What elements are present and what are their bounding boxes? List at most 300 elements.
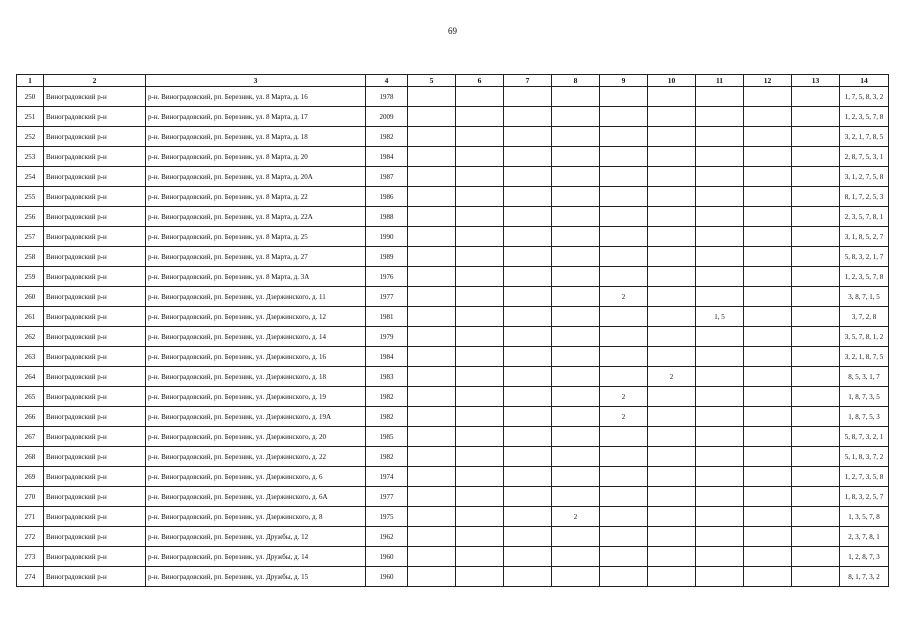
row-number: 266: [17, 407, 44, 427]
table-row: [17, 307, 889, 327]
col14-cell: [840, 567, 889, 587]
col13-cell: [792, 407, 840, 427]
col10-cell: [648, 487, 696, 507]
year-cell: 1979: [366, 327, 408, 347]
district-cell: Виноградовский р-н: [44, 307, 146, 327]
col10-cell: [648, 267, 696, 287]
col11-cell: [696, 267, 744, 287]
col12-cell: [744, 427, 792, 447]
col10-cell: [648, 207, 696, 227]
col9-cell: [600, 147, 648, 167]
col9-cell: [600, 427, 648, 447]
table-row: [17, 267, 889, 287]
year-cell: 1975: [366, 507, 408, 527]
col10-cell: 2: [648, 367, 696, 387]
col10-cell: [648, 327, 696, 347]
col9-cell: [600, 107, 648, 127]
col14-value: 3, 1, 8, 5, 2, 7: [844, 232, 884, 241]
address-cell: р-н. Виноградовский, рп. Березник, ул. 8 Марта, д. 27: [146, 247, 366, 267]
year-cell: 1982: [366, 387, 408, 407]
year-cell: 1976: [366, 267, 408, 287]
district-cell: Виноградовский р-н: [44, 427, 146, 447]
district-cell: Виноградовский р-н: [44, 487, 146, 507]
row-number: 251: [17, 107, 44, 127]
col11-cell: [696, 347, 744, 367]
col10-cell: [648, 467, 696, 487]
col14-cell: [840, 207, 889, 227]
column-header-2: 2: [44, 75, 146, 87]
district-cell: Виноградовский р-н: [44, 167, 146, 187]
col14-value: 5, 1, 8, 3, 7, 2: [844, 452, 884, 461]
year-cell: 1977: [366, 287, 408, 307]
year-cell: 1983: [366, 367, 408, 387]
col9-cell: [600, 167, 648, 187]
year-cell: 1962: [366, 527, 408, 547]
table-row: [17, 447, 889, 467]
col8-cell: [552, 367, 600, 387]
address-cell: р-н. Виноградовский, рп. Березник, ул. Дзержинского, д. 20: [146, 427, 366, 447]
col6-cell: [456, 87, 504, 107]
col11-cell: [696, 127, 744, 147]
col12-cell: [744, 567, 792, 587]
year-cell: 1982: [366, 447, 408, 467]
col14-value: 5, 8, 3, 2, 1, 7: [844, 252, 884, 261]
col14-cell: [840, 387, 889, 407]
col14-value: 8, 1, 7, 3, 2: [848, 572, 880, 581]
col7-cell: [504, 147, 552, 167]
col14-value: 1, 8, 3, 2, 5, 7: [844, 492, 884, 501]
col11-cell: [696, 567, 744, 587]
table-row: [17, 407, 889, 427]
col7-cell: [504, 327, 552, 347]
year-cell: 1978: [366, 87, 408, 107]
col6-cell: [456, 567, 504, 587]
col11-cell: [696, 87, 744, 107]
year-cell: 1960: [366, 567, 408, 587]
col5-cell: [408, 187, 456, 207]
col14-value: 1, 8, 7, 5, 3: [848, 412, 880, 421]
address-cell: р-н. Виноградовский, рп. Березник, ул. 8 Марта, д. 17: [146, 107, 366, 127]
year-cell: 1974: [366, 467, 408, 487]
col14-value: 1, 7, 5, 8, 3, 2: [844, 92, 884, 101]
year-cell: 1984: [366, 147, 408, 167]
col11-cell: [696, 487, 744, 507]
col7-cell: [504, 407, 552, 427]
row-number: 267: [17, 427, 44, 447]
col7-cell: [504, 467, 552, 487]
col13-cell: [792, 487, 840, 507]
year-cell: 1988: [366, 207, 408, 227]
col9-cell: [600, 127, 648, 147]
col5-cell: [408, 467, 456, 487]
column-header-9: 9: [600, 75, 648, 87]
col7-cell: [504, 267, 552, 287]
district-cell: Виноградовский р-н: [44, 267, 146, 287]
table-row: [17, 367, 889, 387]
district-cell: Виноградовский р-н: [44, 527, 146, 547]
col10-cell: [648, 147, 696, 167]
column-header-13: 13: [792, 75, 840, 87]
row-number: 259: [17, 267, 44, 287]
row-number: 274: [17, 567, 44, 587]
col7-cell: [504, 207, 552, 227]
col6-cell: [456, 547, 504, 567]
district-cell: Виноградовский р-н: [44, 247, 146, 267]
col14-value: 1, 8, 7, 3, 5: [848, 392, 880, 401]
col12-cell: [744, 527, 792, 547]
col8-cell: [552, 227, 600, 247]
address-cell: р-н. Виноградовский, рп. Березник, ул. Дзержинского, д. 19: [146, 387, 366, 407]
col9-cell: [600, 567, 648, 587]
district-cell: Виноградовский р-н: [44, 467, 146, 487]
col9-cell: [600, 347, 648, 367]
col14-cell: [840, 447, 889, 467]
address-cell: р-н. Виноградовский, рп. Березник, ул. Дзержинского, д. 22: [146, 447, 366, 467]
year-cell: 1982: [366, 127, 408, 147]
col11-cell: [696, 247, 744, 267]
column-header-14: 14: [840, 75, 889, 87]
district-cell: Виноградовский р-н: [44, 567, 146, 587]
col11-cell: [696, 167, 744, 187]
col8-cell: [552, 427, 600, 447]
row-number: 264: [17, 367, 44, 387]
col14-cell: [840, 87, 889, 107]
row-number: 270: [17, 487, 44, 507]
col8-cell: [552, 287, 600, 307]
col11-cell: [696, 427, 744, 447]
col8-cell: [552, 127, 600, 147]
col6-cell: [456, 207, 504, 227]
col6-cell: [456, 527, 504, 547]
col14-cell: [840, 227, 889, 247]
district-cell: Виноградовский р-н: [44, 287, 146, 307]
table-row: [17, 507, 889, 527]
column-header-8: 8: [552, 75, 600, 87]
col12-cell: [744, 127, 792, 147]
col6-cell: [456, 167, 504, 187]
address-cell: р-н. Виноградовский, рп. Березник, ул. Дружбы, д. 12: [146, 527, 366, 547]
row-number: 261: [17, 307, 44, 327]
table-row: [17, 107, 889, 127]
col6-cell: [456, 127, 504, 147]
col14-value: 8, 1, 7, 2, 5, 3: [844, 192, 884, 201]
district-cell: Виноградовский р-н: [44, 367, 146, 387]
district-cell: Виноградовский р-н: [44, 87, 146, 107]
col7-cell: [504, 227, 552, 247]
address-cell: р-н. Виноградовский, рп. Березник, ул. Дзержинского, д. 6: [146, 467, 366, 487]
table-row: [17, 127, 889, 147]
col10-cell: [648, 447, 696, 467]
col13-cell: [792, 247, 840, 267]
col11-cell: [696, 367, 744, 387]
table-row: [17, 167, 889, 187]
col11-cell: [696, 187, 744, 207]
col11-cell: 1, 5: [696, 307, 744, 327]
col5-cell: [408, 507, 456, 527]
col5-cell: [408, 427, 456, 447]
table-row: [17, 467, 889, 487]
col8-cell: [552, 407, 600, 427]
col14-cell: [840, 187, 889, 207]
col9-cell: 2: [600, 407, 648, 427]
district-cell: Виноградовский р-н: [44, 127, 146, 147]
col13-cell: [792, 527, 840, 547]
col6-cell: [456, 107, 504, 127]
table-body: [17, 87, 889, 587]
col9-cell: [600, 327, 648, 347]
year-cell: 1982: [366, 407, 408, 427]
year-cell: 1986: [366, 187, 408, 207]
col14-cell: [840, 107, 889, 127]
col7-cell: [504, 287, 552, 307]
col7-cell: [504, 107, 552, 127]
address-cell: р-н. Виноградовский, рп. Березник, ул. 8 Марта, д. 22А: [146, 207, 366, 227]
col6-cell: [456, 187, 504, 207]
table-row: [17, 567, 889, 587]
col13-cell: [792, 547, 840, 567]
col8-cell: [552, 247, 600, 267]
col12-cell: [744, 487, 792, 507]
col8-cell: [552, 347, 600, 367]
col8-cell: [552, 447, 600, 467]
col12-cell: [744, 267, 792, 287]
col14-value: 2, 3, 7, 8, 1: [848, 532, 880, 541]
address-cell: р-н. Виноградовский, рп. Березник, ул. 8 Марта, д. 16: [146, 87, 366, 107]
col14-cell: [840, 127, 889, 147]
column-header-10: 10: [648, 75, 696, 87]
col10-cell: [648, 567, 696, 587]
col10-cell: [648, 167, 696, 187]
table-row: [17, 187, 889, 207]
col5-cell: [408, 447, 456, 467]
col8-cell: [552, 107, 600, 127]
col6-cell: [456, 267, 504, 287]
col5-cell: [408, 147, 456, 167]
col10-cell: [648, 547, 696, 567]
year-cell: 1984: [366, 347, 408, 367]
col13-cell: [792, 187, 840, 207]
table-row: [17, 347, 889, 367]
col7-cell: [504, 367, 552, 387]
district-cell: Виноградовский р-н: [44, 207, 146, 227]
row-number: 256: [17, 207, 44, 227]
col13-cell: [792, 227, 840, 247]
col9-cell: [600, 247, 648, 267]
address-cell: р-н. Виноградовский, рп. Березник, ул. 8 Марта, д. 20: [146, 147, 366, 167]
table-row: [17, 287, 889, 307]
col12-cell: [744, 107, 792, 127]
address-cell: р-н. Виноградовский, рп. Березник, ул. Дружбы, д. 15: [146, 567, 366, 587]
address-cell: р-н. Виноградовский, рп. Березник, ул. 8 Марта, д. 20А: [146, 167, 366, 187]
col14-value: 3, 8, 7, 1, 5: [848, 292, 880, 301]
col7-cell: [504, 187, 552, 207]
col9-cell: [600, 447, 648, 467]
col14-value: 8, 5, 3, 1, 7: [848, 372, 880, 381]
col12-cell: [744, 147, 792, 167]
col5-cell: [408, 387, 456, 407]
col13-cell: [792, 287, 840, 307]
col10-cell: [648, 347, 696, 367]
col12-cell: [744, 387, 792, 407]
col11-cell: [696, 407, 744, 427]
col13-cell: [792, 367, 840, 387]
col7-cell: [504, 127, 552, 147]
col14-value: 2, 8, 7, 5, 3, 1: [844, 152, 884, 161]
col12-cell: [744, 207, 792, 227]
col9-cell: 2: [600, 287, 648, 307]
col5-cell: [408, 327, 456, 347]
row-number: 263: [17, 347, 44, 367]
row-number: 252: [17, 127, 44, 147]
col8-cell: [552, 327, 600, 347]
col8-cell: [552, 267, 600, 287]
district-cell: Виноградовский р-н: [44, 327, 146, 347]
district-cell: Виноградовский р-н: [44, 187, 146, 207]
address-cell: р-н. Виноградовский, рп. Березник, ул. Дзержинского, д. 18: [146, 367, 366, 387]
col9-cell: [600, 547, 648, 567]
address-cell: р-н. Виноградовский, рп. Березник, ул. Дзержинского, д. 6А: [146, 487, 366, 507]
col14-cell: [840, 287, 889, 307]
col8-cell: [552, 87, 600, 107]
col9-cell: [600, 227, 648, 247]
col14-cell: [840, 167, 889, 187]
col12-cell: [744, 367, 792, 387]
table-row: [17, 487, 889, 507]
col6-cell: [456, 487, 504, 507]
col10-cell: [648, 227, 696, 247]
col12-cell: [744, 247, 792, 267]
col6-cell: [456, 227, 504, 247]
col6-cell: [456, 507, 504, 527]
col14-value: 3, 2, 1, 7, 8, 5: [844, 132, 884, 141]
col8-cell: [552, 387, 600, 407]
col13-cell: [792, 167, 840, 187]
table-row: [17, 227, 889, 247]
row-number: 265: [17, 387, 44, 407]
address-cell: р-н. Виноградовский, рп. Березник, ул. 8 Марта, д. 3А: [146, 267, 366, 287]
col8-cell: [552, 147, 600, 167]
col6-cell: [456, 367, 504, 387]
col7-cell: [504, 427, 552, 447]
column-header-3: 3: [146, 75, 366, 87]
district-cell: Виноградовский р-н: [44, 407, 146, 427]
col14-value: 1, 2, 3, 5, 7, 8: [844, 272, 884, 281]
col12-cell: [744, 187, 792, 207]
col10-cell: [648, 527, 696, 547]
col6-cell: [456, 347, 504, 367]
col14-value: 3, 2, 1, 8, 7, 5: [844, 352, 884, 361]
col7-cell: [504, 247, 552, 267]
column-header-11: 11: [696, 75, 744, 87]
col12-cell: [744, 507, 792, 527]
row-number: 258: [17, 247, 44, 267]
col14-value: 1, 3, 5, 7, 8: [848, 512, 880, 521]
col8-cell: [552, 187, 600, 207]
col5-cell: [408, 267, 456, 287]
table-row: [17, 87, 889, 107]
col8-cell: 2: [552, 507, 600, 527]
col13-cell: [792, 447, 840, 467]
col5-cell: [408, 87, 456, 107]
col14-cell: [840, 147, 889, 167]
col14-value: 3, 7, 2, 8: [851, 312, 877, 321]
address-cell: р-н. Виноградовский, рп. Березник, ул. 8 Марта, д. 18: [146, 127, 366, 147]
col14-value: 1, 2, 7, 3, 5, 8: [844, 472, 884, 481]
column-header-4: 4: [366, 75, 408, 87]
col8-cell: [552, 467, 600, 487]
col14-cell: [840, 307, 889, 327]
col13-cell: [792, 207, 840, 227]
col12-cell: [744, 547, 792, 567]
year-cell: 1985: [366, 427, 408, 447]
col6-cell: [456, 147, 504, 167]
col14-cell: [840, 327, 889, 347]
district-cell: Виноградовский р-н: [44, 147, 146, 167]
col11-cell: [696, 147, 744, 167]
col8-cell: [552, 567, 600, 587]
col10-cell: [648, 87, 696, 107]
col12-cell: [744, 347, 792, 367]
col5-cell: [408, 207, 456, 227]
col8-cell: [552, 527, 600, 547]
col12-cell: [744, 307, 792, 327]
col14-value: 1, 2, 8, 7, 3: [848, 552, 880, 561]
address-cell: р-н. Виноградовский, рп. Березник, ул. Дзержинского, д. 8: [146, 507, 366, 527]
col14-cell: [840, 407, 889, 427]
address-cell: р-н. Виноградовский, рп. Березник, ул. Дружбы, д. 14: [146, 547, 366, 567]
col13-cell: [792, 507, 840, 527]
col14-cell: [840, 347, 889, 367]
year-cell: 1987: [366, 167, 408, 187]
col12-cell: [744, 447, 792, 467]
col6-cell: [456, 387, 504, 407]
col13-cell: [792, 467, 840, 487]
col9-cell: [600, 507, 648, 527]
col7-cell: [504, 507, 552, 527]
address-cell: р-н. Виноградовский, рп. Березник, ул. Дзержинского, д. 16: [146, 347, 366, 367]
col9-cell: [600, 207, 648, 227]
col9-cell: 2: [600, 387, 648, 407]
col5-cell: [408, 527, 456, 547]
col11-cell: [696, 287, 744, 307]
year-cell: 1960: [366, 547, 408, 567]
row-number: 271: [17, 507, 44, 527]
col8-cell: [552, 487, 600, 507]
col10-cell: [648, 187, 696, 207]
col13-cell: [792, 87, 840, 107]
row-number: 250: [17, 87, 44, 107]
col10-cell: [648, 107, 696, 127]
col13-cell: [792, 387, 840, 407]
col13-cell: [792, 307, 840, 327]
district-cell: Виноградовский р-н: [44, 507, 146, 527]
col10-cell: [648, 507, 696, 527]
col10-cell: [648, 307, 696, 327]
col6-cell: [456, 427, 504, 447]
table-row: [17, 527, 889, 547]
col6-cell: [456, 467, 504, 487]
col6-cell: [456, 447, 504, 467]
col6-cell: [456, 327, 504, 347]
col10-cell: [648, 287, 696, 307]
address-cell: р-н. Виноградовский, рп. Березник, ул. Дзержинского, д. 12: [146, 307, 366, 327]
column-header-5: 5: [408, 75, 456, 87]
address-cell: р-н. Виноградовский, рп. Березник, ул. 8 Марта, д. 25: [146, 227, 366, 247]
col10-cell: [648, 387, 696, 407]
col5-cell: [408, 107, 456, 127]
col12-cell: [744, 407, 792, 427]
col13-cell: [792, 267, 840, 287]
